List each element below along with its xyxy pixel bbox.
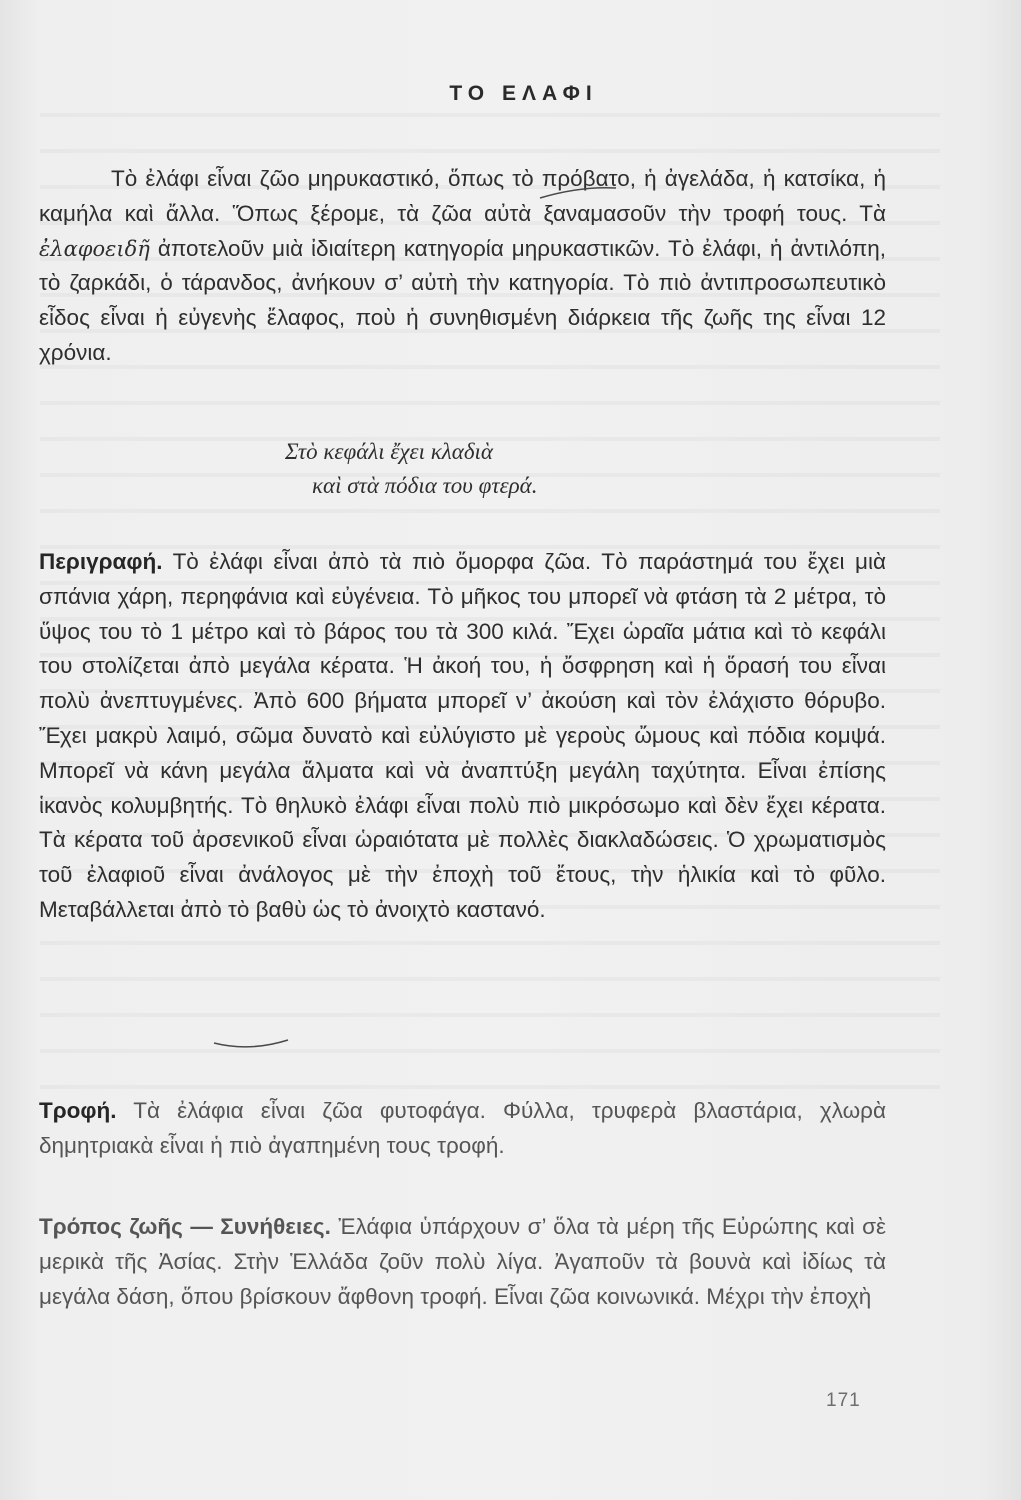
description-heading: Περιγραφή. (39, 549, 163, 574)
intro-text-start: Τὸ ἐλάφι εἶναι ζῶο μηρυκαστικό, ὅπως τὸ πρόβατο, ἡ ἀγελάδα, ἡ κατσίκα, ἡ καμήλα καὶ ἄλλα. Ὅπως ξέρομε, τὰ ζῶα αὐτὰ ξαναμασοῦν τὴν τροφή τους. Τὰ (39, 166, 886, 226)
page-title: ΤΟ ΕΛΑΦΙ (449, 82, 598, 105)
verse-line-2-text: καὶ στὰ πόδια του φτερά. (312, 473, 538, 498)
intro-text-end: ἀποτελοῦν μιὰ ἰδιαίτερη κατηγορία μηρυκαστικῶν. Τὸ ἐλάφι, ἡ ἀντιλόπη, τὸ ζαρκάδι, ὁ τάρανδος, ἀνήκουν σ’ αὐτὴ τὴν κατηγορία. Τὸ πιὸ ἀντιπροσωπευτικὸ εἶδος εἶναι ἡ εὐγενὴς ἔλαφος, ποὺ ἡ συνηθισμένη διάρκεια τῆς ζωῆς της εἶναι 12 χρόνια. (39, 235, 886, 365)
description-text: Τὸ ἐλάφι εἶναι ἀπὸ τὰ πιὸ ὄμορφα ζῶα. Τὸ παράστημά του ἔχει μιὰ σπάνια χάρη, περηφάνια καὶ εὐγένεια. Τὸ μῆκος του μπορεῖ νὰ φτάση τὰ 2 μέτρα, τὸ ὕψος του τὸ 1 μέτρο καὶ τὸ βάρος του τὰ 300 κιλά. Ἔχει ὡραῖα μάτια καὶ τὸ κεφάλι του στολίζεται ἀπὸ μεγάλα κέρατα. Ἡ ἀκοή του, ἡ ὄσφρηση καὶ ἡ ὅρασή του εἶναι πολὺ ἀνεπτυγμένες. Ἀπὸ 600 βήματα μπορεῖ ν’ ἀκούση καὶ τὸν ἐλάχιστο θόρυβο. Ἔχει μακρὺ λαιμό, σῶμα δυνατὸ καὶ εὐλύγιστο μὲ γεροὺς ὤμους καὶ πόδια κομψά. Μπορεῖ νὰ κάνη μεγάλα ἅλματα καὶ νὰ ἀναπτύξη μεγάλη ταχύτητα. Εἶναι ἐπίσης ἱκανὸς κολυμβητής. Τὸ θηλυκὸ ἐλάφι εἶναι πολὺ πιὸ μικρόσωμο καὶ δὲν ἔχει κέρατα. Τὰ κέρατα τοῦ ἀρσενικοῦ εἶναι ὡραιότατα μὲ πολλὲς διακλαδώσεις. Ὁ χρωματισμὸς τοῦ ἐλαφιοῦ εἶναι ἀνάλογος μὲ τὴν ἐποχὴ τοῦ ἔτους, τὴν ἡλικία καὶ τὸ φῦλο. Μεταβάλλεται ἀπὸ τὸ βαθὺ ὡς τὸ ἀνοιχτὸ καστανό. (39, 549, 886, 922)
intro-italic-term: ἐλαφοειδῆ (39, 236, 150, 261)
food-heading: Τροφή. (39, 1098, 117, 1123)
habits-paragraph (39, 1210, 886, 1314)
page-number: 171 (826, 1390, 861, 1411)
food-paragraph (39, 1094, 886, 1164)
verse-line-1-text: Στὸ κεφάλι ἔχει κλαδιὰ (285, 439, 493, 464)
habits-text: Ἐλάφια ὑπάρχουν σ’ ὅλα τὰ μέρη τῆς Εὐρώπης καὶ σὲ μερικὰ τῆς Ἀσίας. Στὴν Ἑλλάδα ζοῦν πολὺ λίγα. Ἀγαποῦν τὰ βουνὰ καὶ ἰδίως τὰ μεγάλα δάση, ὅπου βρίσκουν ἄφθονη τροφή. Εἶναι ζῶα κοινωνικά. Μέχρι τὴν ἐποχὴ (39, 1214, 886, 1309)
pen-underline-mark-2 (214, 1040, 288, 1047)
food-text: Τὰ ἐλάφια εἶναι ζῶα φυτοφάγα. Φύλλα, τρυφερὰ βλαστάρια, χλωρὰ δημητριακὰ εἶναι ἡ πιὸ ἀγαπημένη τους τροφή. (39, 1098, 886, 1158)
description-paragraph (39, 545, 886, 928)
intro-paragraph (39, 162, 886, 371)
habits-heading: Τρόπος ζωῆς — Συνήθειες. (39, 1214, 331, 1239)
